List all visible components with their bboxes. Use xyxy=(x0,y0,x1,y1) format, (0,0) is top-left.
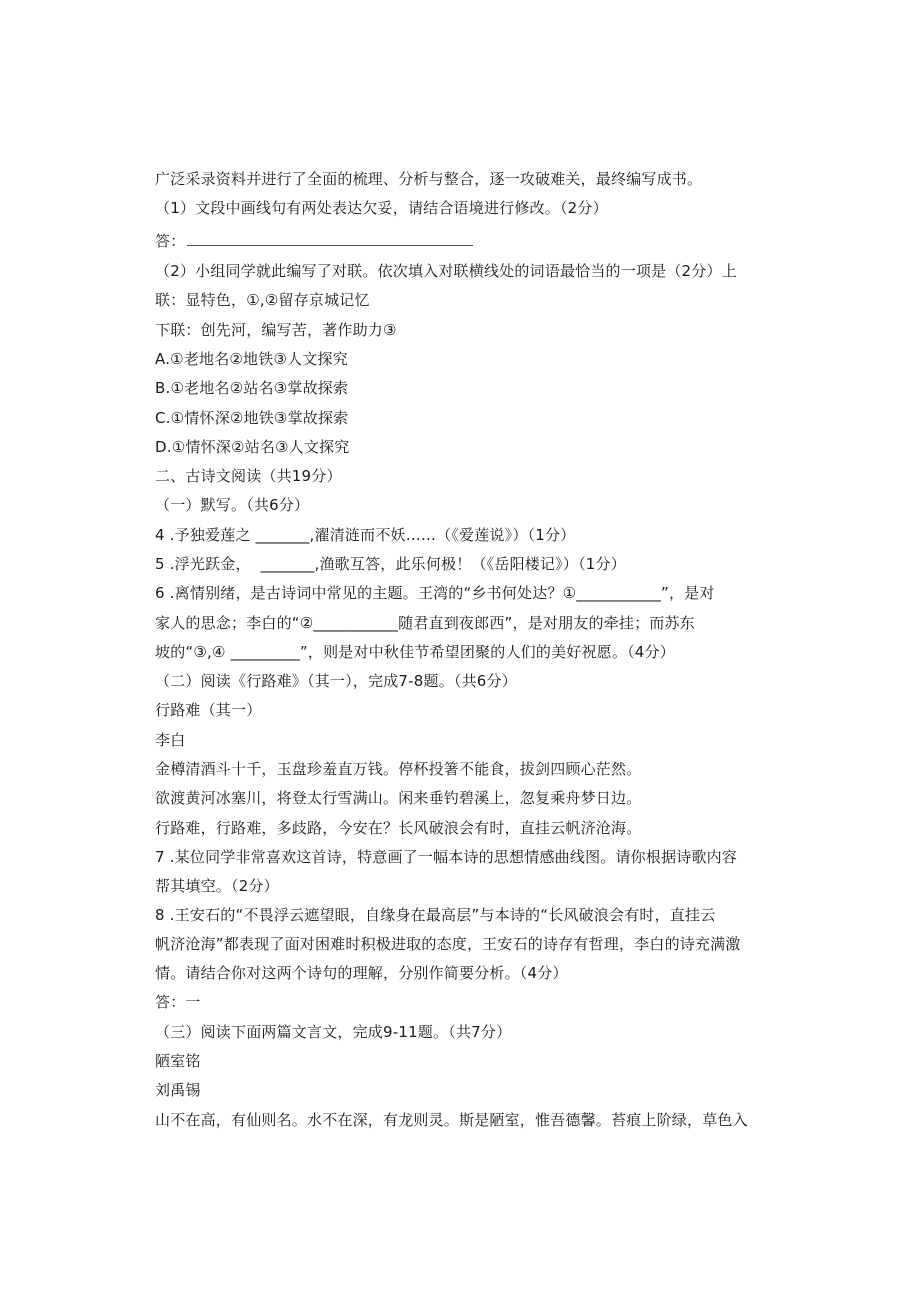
poem-stanza-3: 行路难，行路难，多歧路，今安在？长风破浪会有时，直挂云帆济沧海。 xyxy=(155,819,642,837)
question-6-line-2: 家人的思念；李白的“②___________随君直到夜郎西”，是对朋友的牵挂；而苏东 xyxy=(155,614,695,632)
poem-author: 李白 xyxy=(155,731,186,749)
option-b: B.①老地名②站名③掌故探索 xyxy=(155,379,349,397)
couplet-lower: 下联：创先河，编写苦，著作助力③ xyxy=(155,321,397,339)
option-a: A.①老地名②地铁③人文探究 xyxy=(155,350,348,368)
prose-author: 刘禹锡 xyxy=(155,1081,201,1099)
question-8-line-3: 情。请结合你对这两个诗句的理解，分别作简要分析。（4分） xyxy=(155,964,568,982)
question-6-line-1: 6 .离情别绪，是古诗词中常见的主题。王湾的“乡书何处达？①___________”，是对 xyxy=(155,584,715,602)
subsection-2-heading: （二）阅读《行路难》（其一），完成7-8题。（共6分） xyxy=(155,672,517,690)
question-5: 5 .浮光跃金， _______,渔歌互答，此乐何极！（《岳阳楼记》）（1分） xyxy=(155,555,626,573)
option-c: C.①情怀深②地铁③掌故探索 xyxy=(155,409,349,427)
question-4: 4 .予独爱莲之 _______,濯清涟而不妖……（《爱莲说》）（1分） xyxy=(155,526,576,544)
subsection-3-heading: （三）阅读下面两篇文言文，完成9-11题。（共7分） xyxy=(155,1023,512,1041)
section-2-heading: 二、古诗文阅读（共19分） xyxy=(155,467,342,485)
answer-label: 答： xyxy=(155,232,186,250)
prose-title: 陋室铭 xyxy=(155,1052,201,1070)
poem-stanza-2: 欲渡黄河冰塞川，将登太行雪满山。闲来垂钓碧溪上，忽复乘舟梦日边。 xyxy=(155,789,642,807)
poem-stanza-1: 金樽清酒斗十千，玉盘珍羞直万钱。停杯投箸不能食，拔剑四顾心茫然。 xyxy=(155,760,642,778)
couplet-upper: 联：显特色，①,②留存京城记忆 xyxy=(155,291,370,309)
question-8-line-2: 帆济沧海”都表现了面对困难时积极进取的态度，王安石的诗存有哲理，李白的诗充满激 xyxy=(155,935,741,953)
question-8-line-1: 8 .王安石的“不畏浮云遮望眼，自缘身在最高层”与本诗的“长风破浪会有时，直挂云 xyxy=(155,906,716,924)
question-7-line-1: 7 .某位同学非常喜欢这首诗，特意画了一幅本诗的思想情感曲线图。请你根据诗歌内容 xyxy=(155,848,738,866)
question-1-prompt: （1）文段中画线句有两处表达欠妥，请结合语境进行修改。（2分） xyxy=(155,199,608,217)
answer-line-8: 答：一 xyxy=(155,993,201,1011)
answer-line-1 xyxy=(155,231,473,251)
question-7-line-2: 帮其填空。（2分） xyxy=(155,877,279,895)
question-6-line-3: 坡的“③,④ _________”，则是对中秋佳节希望团聚的人们的美好祝愿。（4分） xyxy=(155,643,675,661)
prose-text-line-1: 山不在高，有仙则名。水不在深，有龙则灵。斯是陋室，惟吾德馨。苔痕上阶绿，草色入 xyxy=(155,1111,748,1129)
question-2-prompt: （2）小组同学就此编写了对联。依次填入对联横线处的词语最恰当的一项是（2分）上 xyxy=(155,262,737,280)
subsection-1-heading: （一）默写。（共6分） xyxy=(155,496,310,514)
intro-paragraph-line: 广泛采录资料并进行了全面的梳理、分析与整合，逐一攻破难关，最终编写成书。 xyxy=(155,170,703,188)
option-d: D.①情怀深②站名③人文探究 xyxy=(155,438,350,456)
poem-title: 行路难（其一） xyxy=(155,701,262,719)
answer-blank-rule xyxy=(187,231,473,246)
